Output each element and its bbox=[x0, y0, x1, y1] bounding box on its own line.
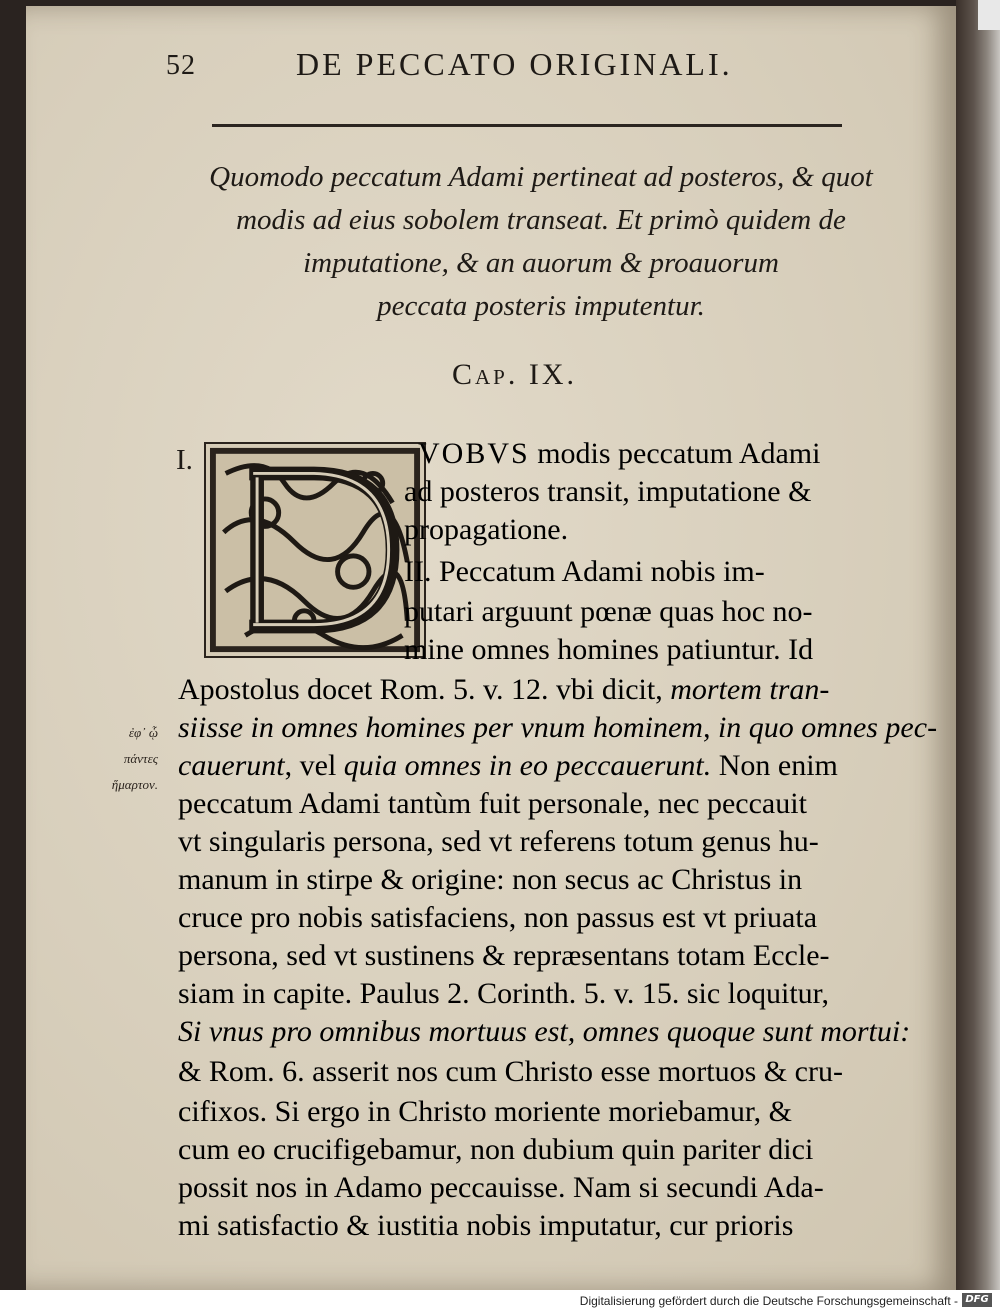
margin-note-line: πάντες bbox=[123, 751, 158, 766]
chapter-title-line: Quomodo peccatum Adami pertineat ad posteros, & quot bbox=[209, 161, 873, 193]
body-line bbox=[178, 1014, 910, 1050]
body-line-text: Non enim bbox=[718, 749, 838, 782]
body-line: cifixos. Si ergo in Christo moriente moriebamur, & bbox=[178, 1095, 792, 1128]
body-line: putari arguunt pœnæ quas hoc no- bbox=[404, 595, 813, 628]
body-line: mine omnes homines patiuntur. Id bbox=[404, 633, 814, 666]
scripture-quote: siisse in omnes homines per vnum hominem, in quo omnes pec- bbox=[178, 711, 938, 744]
body-line: vt singularis persona, sed vt referens totum genus hu- bbox=[178, 825, 819, 858]
page-number: 52 bbox=[166, 50, 196, 81]
scripture-quote: quia omnes in eo peccauerunt. bbox=[343, 749, 712, 782]
margin-note-line: ἥμαρτον. bbox=[111, 777, 158, 792]
dfg-logo-icon: DFG bbox=[962, 1293, 992, 1307]
body-line: peccatum Adami tantùm fuit personale, nec peccauit bbox=[178, 787, 807, 820]
scripture-quote: mortem tran- bbox=[670, 673, 830, 706]
body-line: ad posteros transit, imputatione & bbox=[404, 475, 812, 508]
body-line-text: Apostolus docet Rom. 5. v. 12. vbi dicit, bbox=[178, 673, 663, 706]
body-line bbox=[178, 748, 838, 784]
running-head: DE PECCATO ORIGINALI. bbox=[296, 46, 733, 82]
chapter-title-line: peccata posteris imputentur. bbox=[377, 290, 705, 322]
body-line: propagatione. bbox=[404, 513, 569, 546]
section-number: I. bbox=[176, 444, 193, 476]
body-line: persona, sed vt sustinens & repræsentans totam Eccle- bbox=[178, 939, 830, 972]
body-line bbox=[418, 436, 820, 472]
page-edge bbox=[956, 0, 1000, 1290]
greek-margin-note bbox=[78, 720, 158, 798]
body-line bbox=[178, 710, 937, 746]
body-line: siam in capite. Paulus 2. Corinth. 5. v. 15. sic loquitur, bbox=[178, 977, 829, 1010]
margin-note-line: ἐφ᾽ ᾧ bbox=[128, 725, 158, 740]
body-line: & Rom. 6. asserit nos cum Christo esse mortuos & cru- bbox=[178, 1055, 843, 1088]
body-line: manum in stirpe & origine: non secus ac Christus in bbox=[178, 863, 803, 896]
body-text bbox=[26, 6, 956, 1290]
initial-word: VOBVS bbox=[418, 437, 530, 470]
body-line: possit nos in Adamo peccauisse. Nam si secundi Ada- bbox=[178, 1171, 824, 1204]
body-line-text: modis peccatum Adami bbox=[537, 437, 821, 470]
body-line: cruce pro nobis satisfaciens, non passus est vt priuata bbox=[178, 901, 818, 934]
scripture-quote: cauerunt bbox=[178, 749, 285, 782]
chapter-number: Cap. IX. bbox=[452, 358, 578, 391]
body-line: cum eo crucifigebamur, non dubium quin pariter dici bbox=[178, 1133, 814, 1166]
chapter-title-line: imputatione, & an auorum & proauorum bbox=[303, 247, 779, 279]
scripture-quote: Si vnus pro omnibus mortuus est, omnes quoque sunt mortui: bbox=[178, 1015, 911, 1048]
chapter-title-line: modis ad eius sobolem transeat. Et primò quidem de bbox=[236, 204, 846, 236]
body-line: mi satisfactio & iustitia nobis imputatur, cur prioris bbox=[178, 1209, 794, 1242]
body-line-text: , vel bbox=[284, 749, 337, 782]
body-line: II. Peccatum Adami nobis im- bbox=[404, 555, 765, 588]
funding-notice: Digitalisierung gefördert durch die Deutsche Forschungsgemeinschaft - bbox=[579, 1294, 958, 1308]
body-line bbox=[178, 672, 829, 708]
edge-tab bbox=[978, 0, 1000, 30]
